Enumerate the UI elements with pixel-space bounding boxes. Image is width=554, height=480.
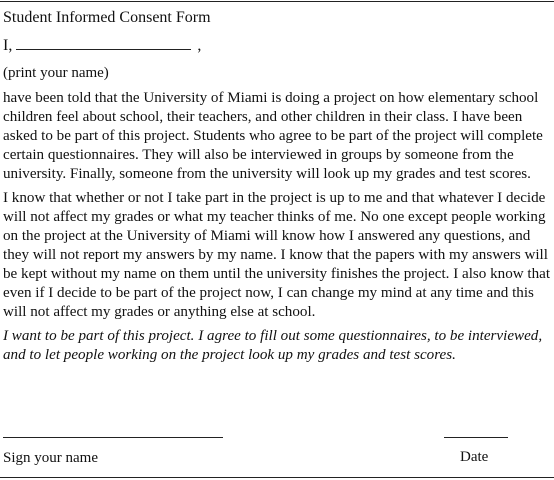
name-line xyxy=(3,36,551,56)
name-blank-field[interactable] xyxy=(16,37,191,50)
date-line[interactable] xyxy=(444,437,508,438)
signature-line[interactable] xyxy=(3,437,223,438)
name-prefix: I, xyxy=(3,37,13,54)
date-label: Date xyxy=(460,449,489,465)
bottom-rule xyxy=(0,477,554,478)
consent-paragraph-1: have been told that the University of Miami is doing a project on how elementary school children feel about school, their teachers, and other children in their class. I have been asked to be part of this project. Students who agree to be part of the project will complete certain questionnaires. They will also be interviewed in groups by someone from the university. Finally, someone from the university will look up my grades and test scores. xyxy=(3,90,543,182)
signature-label: Sign your name xyxy=(3,450,98,466)
consent-paragraph-2: I know that whether or not I take part in the project is up to me and that whatever I decide will not affect my grades or what my teacher thinks of me. No one except people working on the project at the University of Miami will know how I answered any questions, and they will not report my answers by my name. I know that the papers with my answers will be kept without my name on them until the university finishes the project. I also know that even if I decide to be part of the project now, I can change my mind at any time and this will not affect my grades or anything else at school. xyxy=(3,190,551,320)
name-suffix: , xyxy=(197,37,202,54)
signature-area xyxy=(0,437,554,467)
form-title: Student Informed Consent Form xyxy=(3,9,211,26)
top-rule xyxy=(0,1,554,2)
agreement-statement: I want to be part of this project. I agree to fill out some questionnaires, to be interviewed, and to let people working on the project look up my grades and test scores. xyxy=(3,328,543,363)
print-name-note: (print your name) xyxy=(3,65,109,81)
consent-form xyxy=(3,8,551,365)
